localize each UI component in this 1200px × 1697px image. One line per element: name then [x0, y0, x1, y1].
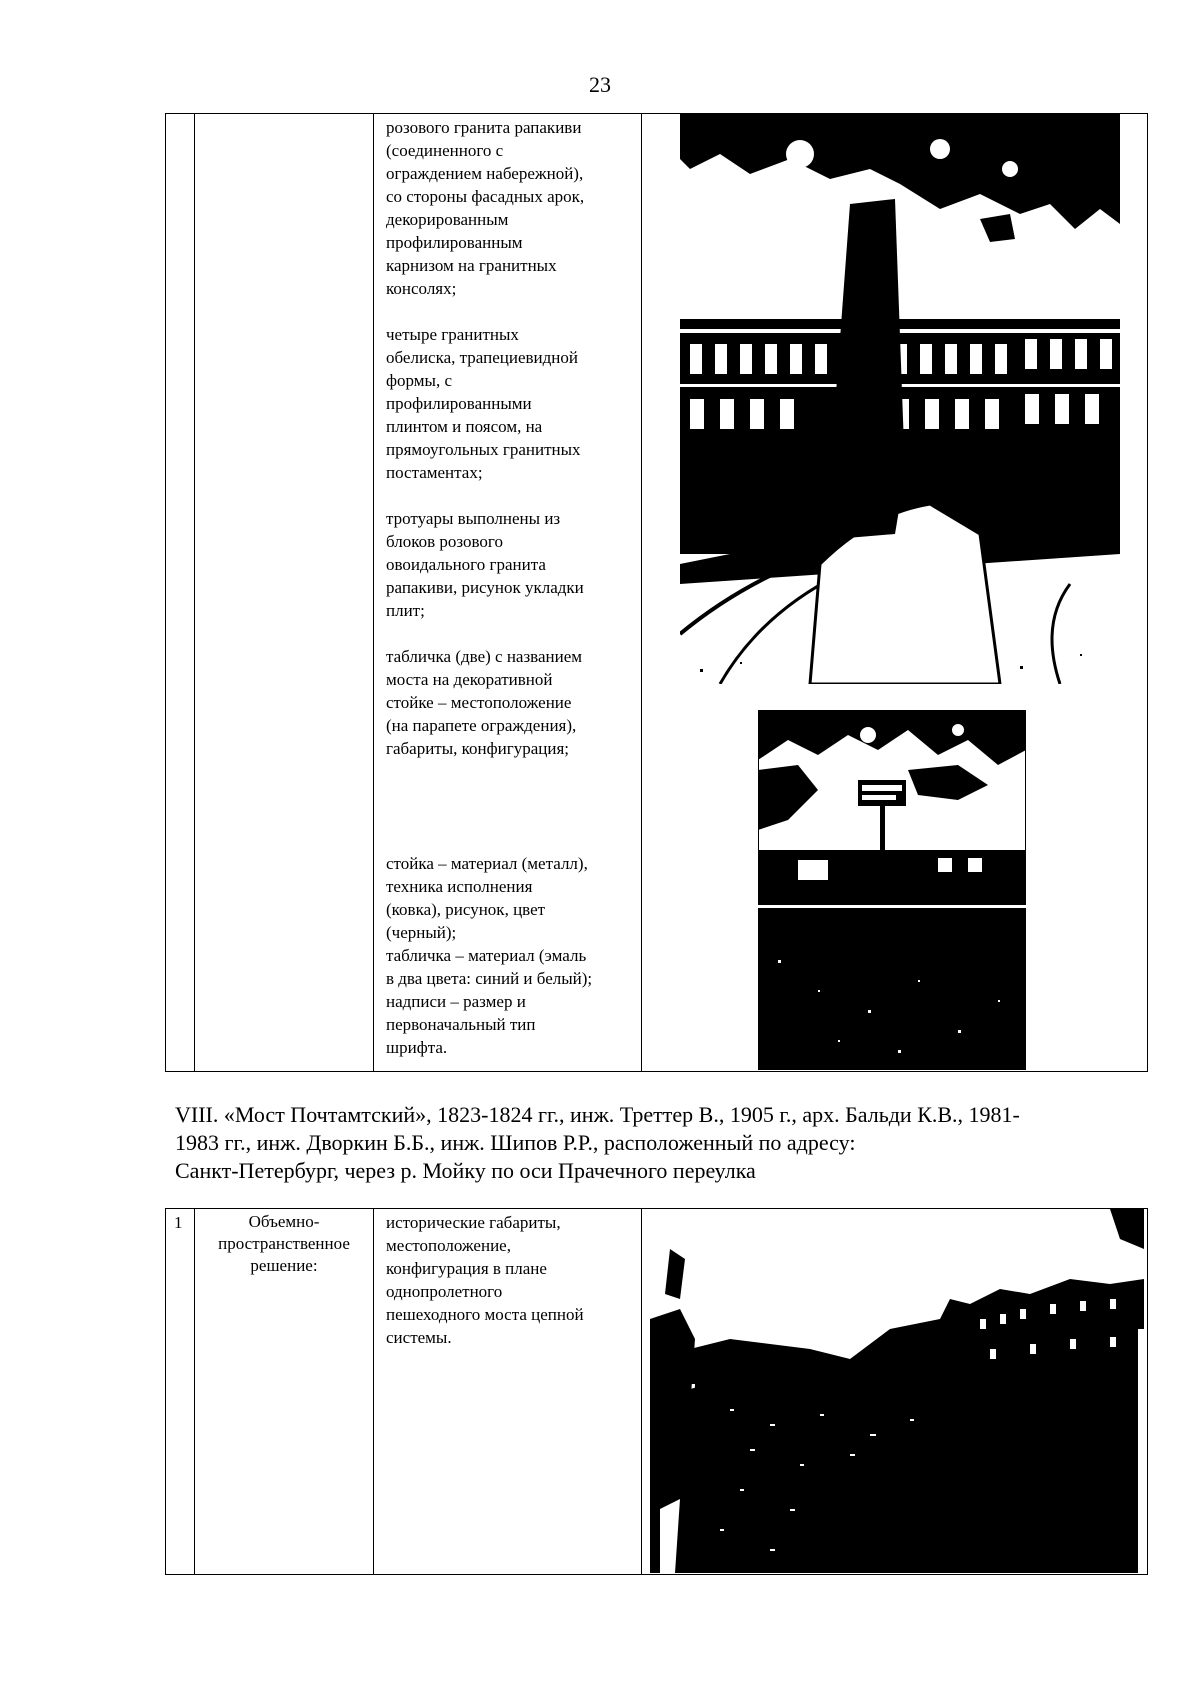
page-number: 23 [589, 72, 611, 97]
text-line: (на парапете ограждения), [386, 716, 577, 735]
text-line: системы. [386, 1328, 452, 1347]
moika-river-photo [650, 1209, 1144, 1573]
text-line: плит; [386, 601, 425, 620]
text-line: надписи – размер и [386, 992, 526, 1011]
text-line: профилированным [386, 233, 523, 252]
heading-line: 1983 гг., инж. Дворкин Б.Б., инж. Шипов Р.Р., расположенный по адресу: [175, 1130, 856, 1155]
text-line: (ковка), рисунок, цвет [386, 900, 546, 919]
table-cell-photos [642, 114, 1148, 1072]
protected-items-table-continued [165, 113, 1148, 1072]
table-cell-label [195, 1209, 374, 1575]
text-line: четыре гранитных [386, 325, 519, 344]
section-heading [175, 1101, 1135, 1185]
text-line: табличка (две) с названием [386, 647, 583, 666]
text-line: профилированными [386, 394, 532, 413]
text-line: карнизом на гранитных [386, 256, 557, 275]
text-line: рапакиви, рисунок укладки [386, 578, 584, 597]
text-line: моста на декоративной [386, 670, 553, 689]
heading-line: Санкт-Петербург, через р. Мойку по оси Прачечного переулка [175, 1158, 756, 1183]
description-text [374, 1209, 641, 1349]
heading-line: VIII. «Мост Почтамтский», 1823-1824 гг., инж. Треттер В., 1905 г., арх. Бальди К.В., 1981- [175, 1102, 1020, 1127]
text-line: стойка – материал (металл), [386, 854, 588, 873]
sign-post-photo [758, 710, 1026, 1070]
text-line: со стороны фасадных арок, [386, 187, 585, 206]
text-line: шрифта. [386, 1038, 448, 1057]
text-line: табличка – материал (эмаль [386, 946, 587, 965]
text-line: прямоугольных гранитных [386, 440, 581, 459]
description-block [386, 116, 631, 300]
description-block [386, 852, 631, 1059]
table-row [166, 1209, 1148, 1575]
text-line: консолях; [386, 279, 457, 298]
text-line: постаментах; [386, 463, 483, 482]
text-line: стойке – местоположение [386, 693, 572, 712]
text-line: местоположение, [386, 1236, 511, 1255]
text-line: (соединенного с [386, 141, 504, 160]
text-line: габариты, конфигурация; [386, 739, 570, 758]
description-block [386, 507, 631, 622]
text-line: в два цвета: синий и белый); [386, 969, 593, 988]
table-cell-description [374, 1209, 642, 1575]
text-line: исторические габариты, [386, 1213, 561, 1232]
obelisk-photo [680, 114, 1120, 684]
description-text [374, 114, 641, 1059]
text-line: формы, с [386, 371, 452, 390]
table-cell-number [166, 114, 195, 1072]
description-block [386, 323, 631, 484]
table-cell-label [195, 114, 374, 1072]
text-line: декорированным [386, 210, 509, 229]
text-line: (черный); [386, 923, 457, 942]
text-line: блоков розового [386, 532, 503, 551]
text-line: решение: [250, 1256, 318, 1275]
table-cell-photos [642, 1209, 1148, 1575]
text-line: Объемно- [248, 1212, 320, 1231]
text-line: однопролетного [386, 1282, 503, 1301]
text-line: овоидального гранита [386, 555, 546, 574]
text-line: обелиска, трапециевидной [386, 348, 578, 367]
table-cell-number [166, 1209, 195, 1575]
text-line: плинтом и поясом, на [386, 417, 543, 436]
text-line: конфигурация в плане [386, 1259, 547, 1278]
protected-items-table [165, 1208, 1148, 1575]
text-line: тротуары выполнены из [386, 509, 561, 528]
description-block [386, 645, 631, 760]
table-cell-description [374, 114, 642, 1072]
text-line: пешеходного моста цепной [386, 1305, 584, 1324]
row-label [195, 1209, 373, 1277]
row-number: 1 [174, 1213, 183, 1232]
text-line: первоначальный тип [386, 1015, 536, 1034]
text-line: ограждением набережной), [386, 164, 584, 183]
text-line: розового гранита рапакиви [386, 118, 582, 137]
text-line: техника исполнения [386, 877, 533, 896]
table-row [166, 114, 1148, 1072]
text-line: пространственное [218, 1234, 350, 1253]
